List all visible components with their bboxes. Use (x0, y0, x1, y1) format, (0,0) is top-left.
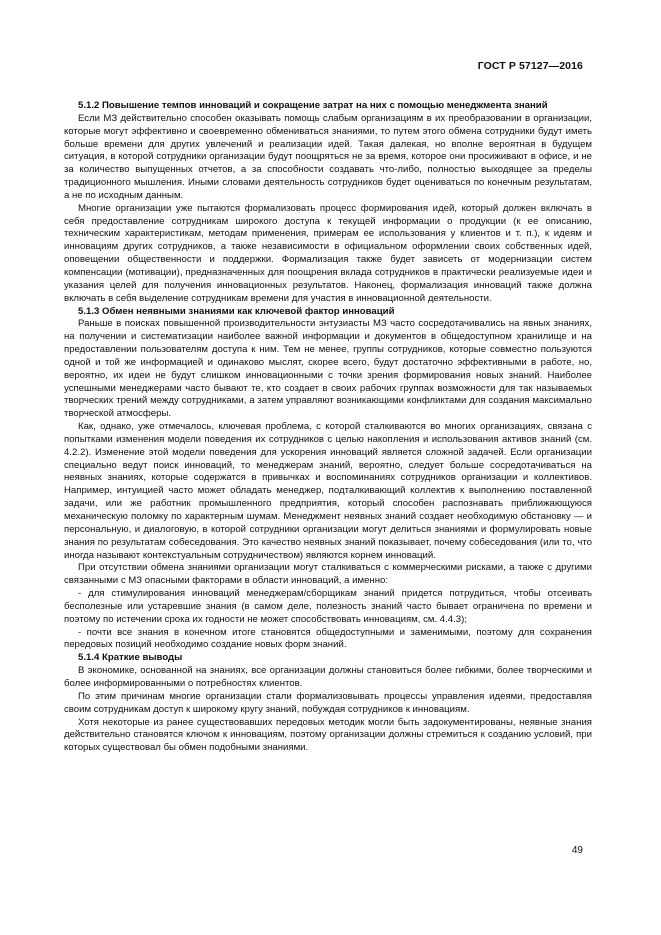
standard-number: ГОСТ Р 57127—2016 (477, 60, 583, 72)
paragraph: Многие организации уже пытаются формализовать процесс формирования идей, который должен включать в себя предоставление сотрудникам широкого доступа к текущей информации о продукции (к ее описанию, техническим характеристикам, методам применения, примерам ее использования у клиентов и т. п.), к идеям и инновациям других сотрудников, а также независимости в официальном оформлении своих собственных идей, оповещении общественности и поддержки. Формализация также будет зависеть от модернизации систем компенсации (мотивации), предназначенных для поощрения вклада сотрудников в практически реализуемые идеи и указания целей для получения инновационных результатов. Наконец, формализация инноваций также должна включать в себя выделение сотрудникам времени для участия в инновационной деятельности. (64, 202, 592, 304)
paragraph: Как, однако, уже отмечалось, ключевая проблема, с которой сталкиваются во многих организациях, связана с попытками изменения модели поведения их сотрудников с целью накопления и использования активов знаний (см. 4.2.2). Изменение этой модели поведения для ускорения инноваций является сложной задачей. Если организации специально ведут поиск инноваций, то менеджерам знаний, вероятно, следует больше сосредотачиваться на неявных знаниях, которые содержатся в привычках и воспоминаниях сотрудников организации и коллективов. Например, интуицией часто может обладать менеджер, подталкивающий коллектив к выполнению поставленной задачи, или же работник промышленного предприятия, который способен распознавать приближающуюся механическую поломку по характерным шумам. Менеджмент неявных знаний создает необходимую обстановку — и персональную, и диалоговую, в которой сотрудники организации могут делиться знаниями и формулировать новые знания по результатам собеседования. Это качество неявных знаний показывает, почему собеседования (или то, что иногда называют контекстуальным сотрудничеством) являются корнем инноваций. (64, 421, 592, 561)
page-number: 49 (571, 845, 583, 856)
paragraph: Если МЗ действительно способен оказывать помощь слабым организациям в их преобразовании в организации, которые могут эффективно и своевременно обмениваться знаниями, то путем этого обмена сотрудники будут иметь больше времени для других увлечений и реализации идей. Такая далекая, но вполне вероятная в будущем ситуация, в которой сотрудники организации будут поощряться не за время, которое они просиживают в офисе, и не за количество выпущенных отчетов, а за способности создавать что-либо, полностью выходящее за пределы традиционного мышления. Иными словами деятельность сотрудников будет оцениваться по конечным результатам, а не по исходным данным. (64, 112, 592, 201)
document-body (64, 100, 592, 755)
list-item: - для стимулирования инноваций менеджерам/сборщикам знаний придется потрудиться, чтобы отсеивать бесполезные или устаревшие знания (в самом деле, полезность знаний часто бывает ограничена по времени и поэтому по истечении срока их годности не может способствовать инновациям, см. 4.4.3); (64, 588, 592, 625)
section-heading: 5.1.2 Повышение темпов инноваций и сокращение затрат на них с помощью менеджмента знаний (78, 100, 548, 111)
paragraph: По этим причинам многие организации стали формализовывать процессы управления идеями, предоставляя своим сотрудникам доступ к широкому кругу знаний, побуждая сотрудников к инновациям. (64, 690, 592, 715)
paragraph: Хотя некоторые из ранее существовавших передовых методик могли быть задокументированы, неявные знания действительно становятся ключом к инновациям, поэтому организации должны стремиться к созданию условий, при которых существовал бы обмен подобными знаниями. (64, 716, 592, 754)
section-heading: 5.1.3 Обмен неявными знаниями как ключевой фактор инноваций (78, 305, 395, 317)
paragraph: При отсутствии обмена знаниями организации могут сталкиваться с коммерческими рисками, а также с другими связанными с МЗ опасными факторами в области инноваций, а именно: (64, 562, 592, 587)
list-item: - почти все знания в конечном итоге становятся общедоступными и заменимыми, поэтому для сохранения передовых позиций необходимо создание новых форм знаний. (64, 626, 592, 651)
section-heading: 5.1.4 Краткие выводы (78, 652, 183, 664)
paragraph: Раньше в поисках повышенной производительности энтузиасты МЗ часто сосредотачивались на явных знаниях, на получении и систематизации наиболее важной информации и документов в общедоступном хранилище и на предоставлении пользователям доступа к ним. Тем не менее, группы сотрудников, которые совместно пользуются одной и той же информацией и одинаково мыслят, скорее всего, будут достаточно эффективными в работе, но, вероятно, их идеи не будут слишком инновационными с точки зрения формирования новых знаний. Наиболее успешными менеджерами часто бывают те, кто создает в своих рабочих группах возможности для так называемых творческих трений между сотрудниками, а затем управляют возникающими конфликтами для создания максимально творческой атмосферы. (64, 318, 592, 420)
paragraph: В экономике, основанной на знаниях, все организации должны становиться более гибкими, более творческими и более информированными о потребностях клиентов. (64, 665, 592, 689)
